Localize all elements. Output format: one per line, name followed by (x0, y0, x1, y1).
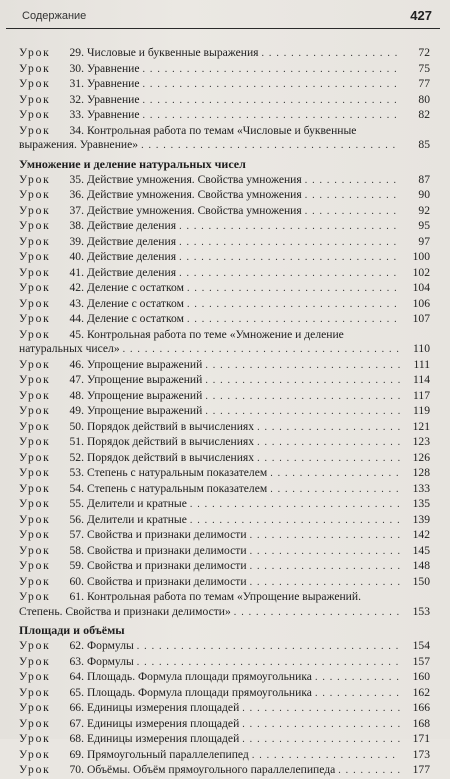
lesson-title: Деление с остатком (87, 312, 184, 325)
lesson-title: Делители и кратные (87, 512, 187, 526)
dot-leader (257, 436, 400, 451)
toc-group-3 (0, 358, 430, 591)
dot-leader (187, 282, 400, 297)
lesson-number: 48. (69, 388, 84, 402)
lesson-title: Действие умножения. Свойства умножения (87, 188, 302, 201)
lesson-label: Урок (19, 685, 51, 699)
page-reference: 114 (413, 373, 430, 386)
page-reference: 75 (418, 61, 430, 75)
lesson-label: Урок (19, 404, 51, 417)
lesson-label: Урок (19, 46, 51, 59)
dot-leader (252, 749, 400, 764)
toc-entry (0, 701, 430, 717)
lesson-title: Уравнение (87, 108, 140, 121)
lesson-number: 52. (69, 450, 84, 464)
lesson-label: Урок (19, 559, 51, 572)
lesson-title: Свойства и признаки делимости (87, 528, 247, 541)
lesson-title: Порядок действий в вычислениях (87, 419, 255, 433)
toc-entry (0, 219, 430, 235)
toc-entry (0, 763, 430, 779)
lesson-number: 33. (69, 108, 84, 121)
lesson-number: 60. (69, 574, 84, 588)
lesson-label: Урок (19, 763, 51, 776)
page-reference: 150 (412, 574, 430, 588)
lesson-number: 43. (69, 296, 84, 310)
lesson-number: 69. (69, 747, 84, 761)
lesson-label: Урок (19, 373, 51, 386)
lesson-number: 37. (69, 203, 84, 217)
page-reference: 80 (418, 92, 430, 106)
running-head: Содержание (22, 10, 87, 22)
page-reference: 85 (418, 138, 430, 151)
dot-leader (305, 189, 400, 204)
lesson-number: 42. (69, 281, 84, 294)
lesson-label: Урок (19, 92, 51, 106)
lesson-label: Урок (19, 654, 51, 668)
dot-leader (242, 733, 400, 748)
dot-leader (250, 576, 400, 591)
page-reference: 87 (418, 172, 430, 186)
lesson-number: 35. (69, 172, 84, 186)
lesson-label: Урок (19, 497, 51, 510)
page-reference: 142 (412, 528, 430, 541)
toc-entry (0, 312, 430, 328)
dot-leader (338, 764, 400, 779)
page-reference: 126 (412, 450, 430, 464)
toc-entry (0, 108, 430, 124)
page-reference: 148 (412, 559, 430, 572)
lesson-number: 38. (69, 219, 84, 232)
dot-leader (143, 109, 400, 124)
lesson-label: Урок (19, 732, 51, 745)
toc-entry (0, 235, 430, 251)
lesson-title: Единицы измерения площадей (87, 701, 240, 714)
page-reference: 153 (412, 604, 430, 618)
dot-leader (250, 545, 400, 560)
lesson-number: 36. (69, 188, 84, 201)
lesson-title: Контрольная работа по темам «Упрощение выражений. (87, 590, 361, 603)
lesson-label: Урок (19, 357, 51, 371)
dot-leader (205, 405, 400, 420)
page-reference: 102 (412, 265, 430, 279)
page-reference: 160 (412, 670, 430, 683)
dot-leader (179, 236, 400, 251)
toc-entry (0, 544, 430, 560)
lesson-number: 32. (69, 92, 84, 106)
dot-leader (315, 687, 400, 702)
lesson-title: Действие деления (87, 250, 177, 263)
lesson-title: Уравнение (87, 61, 140, 75)
dot-leader (187, 313, 400, 328)
dot-leader (205, 390, 400, 405)
lesson-label: Урок (19, 77, 51, 90)
lesson-title: Делители и кратные (87, 497, 187, 510)
toc-group-2 (0, 173, 430, 328)
page-reference: 168 (412, 716, 430, 730)
lesson-label: Урок (19, 123, 51, 137)
toc-entry (0, 497, 430, 513)
lesson-title: Степень с натуральным показателем (87, 466, 268, 479)
lesson-title: Уравнение (87, 77, 140, 90)
dot-leader (242, 702, 400, 717)
lesson-label: Урок (19, 265, 51, 279)
toc-entry (0, 46, 430, 62)
lesson-label: Урок (19, 512, 51, 526)
dot-leader (242, 718, 400, 733)
lesson-label: Урок (19, 419, 51, 433)
lesson-label: Урок (19, 388, 51, 402)
lesson-number: 51. (69, 435, 84, 448)
lesson-label: Урок (19, 716, 51, 730)
page-reference: 166 (412, 701, 430, 714)
lesson-title-continued: выражения. Уравнение» (19, 138, 139, 151)
lesson-title: Свойства и признаки делимости (87, 559, 247, 572)
lesson-title: Действие деления (87, 265, 177, 279)
lesson-label: Урок (19, 61, 51, 75)
lesson-number: 47. (69, 373, 84, 386)
toc-entry (0, 575, 430, 591)
lesson-label: Урок (19, 219, 51, 232)
lesson-number: 59. (69, 559, 84, 572)
toc-entry (0, 373, 430, 389)
lesson-number: 56. (69, 512, 84, 526)
dot-leader (141, 139, 400, 154)
dot-leader (262, 47, 400, 62)
lesson-label: Урок (19, 639, 51, 652)
lesson-label: Урок (19, 481, 51, 495)
page-reference: 77 (418, 77, 430, 90)
lesson-title-continued: натуральных чисел» (19, 342, 120, 355)
lesson-label: Урок (19, 234, 51, 248)
toc-entry (0, 297, 430, 313)
lesson-title-continued: Степень. Свойства и признаки делимости» (19, 604, 231, 618)
toc-entry (0, 404, 430, 420)
dot-leader (257, 421, 400, 436)
toc-entry (0, 748, 430, 764)
page-reference: 90 (418, 188, 430, 201)
dot-leader (143, 63, 400, 78)
page-reference: 133 (412, 481, 430, 495)
lesson-title: Действие деления (87, 219, 177, 232)
lesson-number: 44. (69, 312, 84, 325)
lesson-label: Урок (19, 747, 51, 761)
toc-entry (0, 281, 430, 297)
toc-entry (0, 655, 430, 671)
lesson-label: Урок (19, 435, 51, 448)
page-reference: 117 (413, 388, 430, 402)
lesson-number: 58. (69, 543, 84, 557)
page-reference: 128 (412, 466, 430, 479)
lesson-label: Урок (19, 528, 51, 541)
toc-entry (0, 77, 430, 93)
toc-entry (0, 528, 430, 544)
toc-entry (0, 670, 430, 686)
lesson-number: 62. (69, 639, 84, 652)
lesson-label: Урок (19, 172, 51, 186)
dot-leader (305, 174, 400, 189)
toc-entry (0, 435, 430, 451)
lesson-title: Формулы (87, 654, 134, 668)
lesson-label: Урок (19, 670, 51, 683)
lesson-label: Урок (19, 250, 51, 263)
toc-entry (0, 389, 430, 405)
section-heading: Площади и объёмы (19, 623, 125, 637)
page-header (6, 4, 440, 29)
lesson-title: Свойства и признаки делимости (87, 543, 247, 557)
lesson-title: Контрольная работа по теме «Умножение и деление (87, 327, 344, 341)
page-reference: 145 (412, 543, 430, 557)
lesson-title: Единицы измерения площадей (87, 716, 240, 730)
page-reference: 92 (418, 203, 430, 217)
dot-leader (143, 78, 400, 93)
toc-entry-61 (0, 590, 430, 620)
lesson-number: 30. (69, 61, 84, 75)
toc-entry (0, 173, 430, 189)
lesson-number: 55. (69, 497, 84, 510)
page-reference: 111 (413, 357, 430, 371)
lesson-number: 63. (69, 654, 84, 668)
lesson-number: 45. (69, 327, 84, 341)
lesson-number: 46. (69, 357, 84, 371)
table-of-contents (0, 46, 430, 779)
lesson-number: 70. (69, 763, 84, 776)
lesson-number: 50. (69, 419, 84, 433)
toc-entry (0, 93, 430, 109)
lesson-title: Упрощение выражений (87, 373, 203, 386)
lesson-number: 31. (69, 77, 84, 90)
page-reference: 107 (412, 312, 430, 325)
lesson-label: Урок (19, 466, 51, 479)
dot-leader (250, 529, 400, 544)
lesson-title: Упрощение выражений (87, 388, 203, 402)
page-reference: 104 (412, 281, 430, 294)
lesson-label: Урок (19, 543, 51, 557)
dot-leader (190, 498, 400, 513)
lesson-title: Порядок действий в вычислениях (87, 450, 255, 464)
page-reference: 119 (413, 404, 430, 417)
lesson-number: 39. (69, 234, 84, 248)
lesson-number: 57. (69, 528, 84, 541)
dot-leader (257, 452, 400, 467)
toc-entry (0, 482, 430, 498)
dot-leader (305, 205, 400, 220)
lesson-title: Действие деления (87, 234, 177, 248)
lesson-label: Урок (19, 188, 51, 201)
lesson-title: Формулы (87, 639, 134, 652)
toc-group-1 (0, 46, 430, 124)
dot-leader (205, 359, 400, 374)
toc-entry (0, 466, 430, 482)
section-heading: Умножение и деление натуральных чисел (19, 156, 246, 171)
page-reference: 171 (412, 732, 430, 745)
lesson-label: Урок (19, 327, 51, 341)
toc-entry (0, 266, 430, 282)
toc-entry (0, 513, 430, 529)
dot-leader (143, 94, 400, 109)
dot-leader (179, 220, 400, 235)
lesson-number: 64. (69, 670, 84, 683)
lesson-title: Площадь. Формула площади прямоугольника (87, 670, 312, 683)
lesson-number: 53. (69, 466, 84, 479)
lesson-label: Урок (19, 312, 51, 325)
lesson-number: 29. (69, 46, 84, 59)
lesson-title: Площадь. Формула площади прямоугольника (87, 685, 312, 699)
dot-leader (123, 343, 400, 358)
toc-entry (0, 188, 430, 204)
lesson-title: Действие умножения. Свойства умножения (87, 203, 302, 217)
lesson-title: Единицы измерения площадей (87, 732, 240, 745)
page-reference: 97 (418, 234, 430, 248)
lesson-number: 49. (69, 404, 84, 417)
lesson-label: Урок (19, 450, 51, 464)
dot-leader (234, 606, 400, 621)
toc-entry (0, 686, 430, 702)
lesson-number: 34. (69, 123, 84, 137)
lesson-number: 67. (69, 716, 84, 730)
lesson-label: Урок (19, 590, 51, 603)
toc-entry (0, 732, 430, 748)
lesson-label: Урок (19, 701, 51, 714)
page-reference: 173 (412, 747, 430, 761)
lesson-number: 61. (69, 590, 84, 603)
lesson-number: 40. (69, 250, 84, 263)
lesson-number: 66. (69, 701, 84, 714)
toc-entry-34 (0, 124, 430, 154)
lesson-title: Деление с остатком (87, 296, 184, 310)
dot-leader (137, 640, 400, 655)
lesson-label: Урок (19, 574, 51, 588)
lesson-number: 41. (69, 265, 84, 279)
lesson-title: Числовые и буквенные выражения (87, 46, 259, 59)
lesson-number: 54. (69, 481, 84, 495)
lesson-number: 65. (69, 685, 84, 699)
toc-entry (0, 358, 430, 374)
lesson-title: Упрощение выражений (87, 357, 203, 371)
lesson-number: 68. (69, 732, 84, 745)
dot-leader (179, 251, 400, 266)
lesson-title: Деление с остатком (87, 281, 184, 294)
page-reference: 72 (418, 46, 430, 59)
lesson-title: Степень с натуральным показателем (87, 481, 268, 495)
lesson-title: Свойства и признаки делимости (87, 574, 247, 588)
page-reference: 139 (412, 512, 430, 526)
page-reference: 95 (418, 219, 430, 232)
dot-leader (315, 671, 400, 686)
lesson-title: Контрольная работа по темам «Числовые и буквенные (87, 123, 357, 137)
toc-entry (0, 204, 430, 220)
dot-leader (137, 656, 400, 671)
lesson-title: Упрощение выражений (87, 404, 203, 417)
toc-entry (0, 62, 430, 78)
dot-leader (179, 267, 400, 282)
page-reference: 121 (412, 419, 430, 433)
toc-entry (0, 451, 430, 467)
dot-leader (190, 514, 400, 529)
page-reference: 135 (412, 497, 430, 510)
dot-leader (187, 298, 400, 313)
page-number: 427 (410, 8, 432, 23)
toc-entry (0, 559, 430, 575)
dot-leader (205, 374, 400, 389)
page-reference: 110 (413, 342, 430, 355)
toc-group-4 (0, 639, 430, 779)
toc-entry-45 (0, 328, 430, 358)
page-reference: 154 (412, 639, 430, 652)
page-reference: 123 (412, 435, 430, 448)
dot-leader (250, 560, 400, 575)
toc-entry (0, 639, 430, 655)
lesson-label: Урок (19, 203, 51, 217)
page-reference: 162 (412, 685, 430, 699)
page-reference: 157 (412, 654, 430, 668)
page-reference: 106 (412, 296, 430, 310)
page-reference: 100 (412, 250, 430, 263)
lesson-label: Урок (19, 108, 51, 121)
dot-leader (270, 467, 400, 482)
lesson-title: Уравнение (87, 92, 140, 106)
dot-leader (270, 483, 400, 498)
lesson-title: Объёмы. Объём прямоугольного параллелепипеда (87, 763, 336, 776)
page-reference: 177 (412, 763, 430, 776)
lesson-title: Прямоугольный параллелепипед (87, 747, 249, 761)
lesson-title: Действие умножения. Свойства умножения (87, 172, 302, 186)
toc-entry (0, 420, 430, 436)
toc-entry (0, 717, 430, 733)
toc-entry (0, 250, 430, 266)
page-reference: 82 (418, 108, 430, 121)
lesson-label: Урок (19, 281, 51, 294)
lesson-label: Урок (19, 296, 51, 310)
lesson-title: Порядок действий в вычислениях (87, 435, 255, 448)
